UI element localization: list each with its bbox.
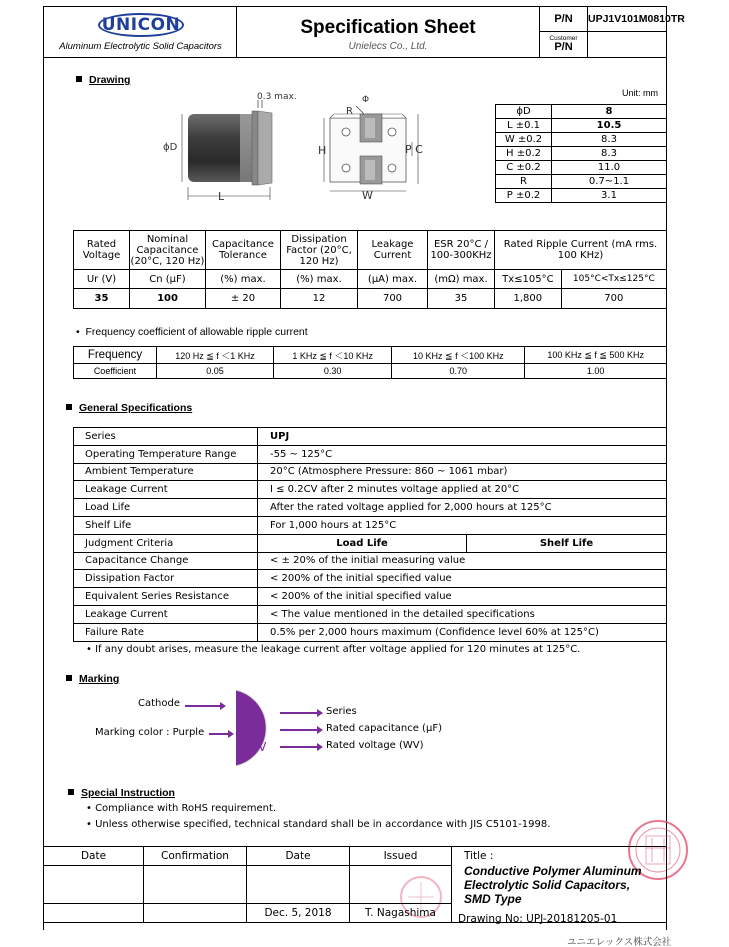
col-date2: Date [247, 847, 350, 866]
hdr-dissipation-factor: Dissipation Factor (20°C, 120 Hz) [281, 231, 358, 270]
marking-voltage: 35V [243, 740, 267, 754]
dim-value: 10.5 [552, 119, 667, 133]
spec-row [74, 588, 667, 606]
unicon-logo: UNICON [98, 13, 184, 37]
jis-note: • Unless otherwise specified, technical standard shall be in accordance with JIS C5101-1998. [86, 819, 551, 830]
frequency-note: • Frequency coefficient of allowable ripple current [76, 326, 308, 338]
capacitance-desc: Rated capacitance (μF) [326, 723, 442, 734]
rating-unit: Ur (V) [74, 270, 130, 289]
marking-capacitance: 100 [243, 723, 266, 737]
dim-phid-label: ϕD [163, 142, 178, 153]
color-arrow [209, 733, 229, 735]
dim-name: L ±0.1 [496, 119, 552, 133]
spec-value: 0.5% per 2,000 hours maximum (Confidence level 60% at 125°C) [258, 623, 667, 641]
rating-unit: Cn (μF) [130, 270, 206, 289]
capacitor-drawing [160, 88, 440, 213]
spec-row [74, 516, 667, 534]
pn-value: UPJ1V101M0810TR [588, 7, 666, 32]
sheet-title: Specification Sheet [300, 17, 476, 38]
spec-value: UPJ [258, 428, 667, 446]
frequency-range: 120 Hz ≦ f ＜1 KHz [157, 347, 274, 364]
rating-unit: 105°C<Tx≤125°C [561, 270, 666, 289]
special-instruction-heading: Special Instruction [68, 787, 175, 799]
frequency-label: Frequency [74, 347, 157, 364]
general-spec-table [73, 427, 667, 642]
confirmation-value-empty [144, 904, 247, 923]
marking-color-label: Marking color : Purple [95, 727, 205, 738]
customer-pn-cell [540, 32, 588, 57]
criteria-load-life: Load Life [258, 534, 467, 552]
dim-value: 8.3 [552, 133, 667, 147]
dim-name: P ±0.2 [496, 189, 552, 203]
spec-label: Leakage Current [74, 481, 258, 499]
dim-l-label: L [218, 190, 225, 203]
spec-row [74, 534, 667, 552]
company-japanese: ユニエレックス株式会社 [567, 937, 672, 947]
terminal [258, 111, 272, 185]
cathode-label: Cathode [138, 698, 180, 709]
spec-value: I ≤ 0.2CV after 2 minutes voltage applied at 20°C [258, 481, 667, 499]
rating-unit: Tx≤105°C [495, 270, 562, 289]
blank-confirmation [144, 866, 247, 904]
series-desc: Series [326, 706, 357, 717]
pn-label: P/N [540, 7, 588, 32]
spec-row [74, 570, 667, 588]
dim-value: 11.0 [552, 161, 667, 175]
issuer-name: T. Nagashima [350, 904, 452, 923]
base-plate [252, 111, 258, 185]
customer-label: Customer [549, 35, 578, 42]
rating-value: 12 [281, 289, 358, 309]
dim-pc-label: P C [405, 143, 423, 156]
col-confirmation: Confirmation [144, 847, 247, 866]
marking-series: PJ [243, 706, 254, 720]
spec-value: For 1,000 hours at 125°C [258, 516, 667, 534]
title-cell [237, 7, 540, 57]
rating-value: ± 20 [206, 289, 281, 309]
spec-row [74, 463, 667, 481]
spec-value: -55 ~ 125°C [258, 445, 667, 463]
header [43, 6, 685, 58]
rating-value: 700 [561, 289, 666, 309]
dim-h-label: H [318, 144, 327, 157]
spec-value: 20°C (Atmosphere Pressure: 860 ~ 1061 mbar) [258, 463, 667, 481]
spec-value: < The value mentioned in the detailed specifications [258, 605, 667, 623]
dim-row [496, 175, 667, 189]
spec-label: Shelf Life [74, 516, 258, 534]
frequency-range: 100 KHz ≦ f ≦ 500 KHz [525, 347, 667, 364]
spec-row [74, 499, 667, 517]
spec-row [74, 481, 667, 499]
dim-row [496, 189, 667, 203]
spec-row [74, 605, 667, 623]
hdr-nominal-capacitance: Nominal Capacitance (20°C, 120 Hz) [130, 231, 206, 270]
rating-value: 700 [358, 289, 428, 309]
rohs-note: • Compliance with RoHS requirement. [86, 803, 277, 814]
ratings-table [73, 230, 667, 309]
spec-value: < 200% of the initial specified value [258, 570, 667, 588]
dim-name: H ±0.2 [496, 147, 552, 161]
dim-w-label: W [362, 189, 373, 202]
coefficient-label: Coefficient [74, 364, 157, 379]
spec-label: Operating Temperature Range [74, 445, 258, 463]
spec-label: Failure Rate [74, 623, 258, 641]
rating-unit: (μA) max. [358, 270, 428, 289]
spec-row [74, 552, 667, 570]
dim-phi-label: Φ [362, 95, 370, 105]
leakage-note: • If any doubt arises, measure the leakage current after voltage applied for 120 minutes at 125°C. [86, 644, 581, 655]
marking-text [243, 705, 266, 756]
dim-value: 0.7~1.1 [552, 175, 667, 189]
spec-value: < 200% of the initial specified value [258, 588, 667, 606]
logo-subtitle: Aluminum Electrolytic Solid Capacitors [59, 41, 222, 52]
title-label: Title : [464, 850, 494, 862]
rating-value: 35 [428, 289, 495, 309]
dim-name: ϕD [496, 105, 552, 119]
date-value-empty [44, 904, 144, 923]
dim-r-label: R [346, 106, 353, 117]
drawing-heading: Drawing [76, 74, 130, 86]
issue-date: Dec. 5, 2018 [247, 904, 350, 923]
hdr-rated-voltage: Rated Voltage [74, 231, 130, 270]
frequency-table [73, 346, 667, 379]
dim-row [496, 105, 667, 119]
unit-label: Unit: mm [622, 88, 658, 98]
dim-name: C ±0.2 [496, 161, 552, 175]
blank-date [44, 866, 144, 904]
spec-label: Equivalent Series Resistance [74, 588, 258, 606]
spec-label: Leakage Current [74, 605, 258, 623]
title-line-1: Conductive Polymer Aluminum [464, 864, 642, 878]
voltage-desc: Rated voltage (WV) [326, 740, 424, 751]
coefficient-value: 0.70 [392, 364, 525, 379]
hdr-esr: ESR 20°C / 100-300KHz [428, 231, 495, 270]
spec-label: Series [74, 428, 258, 446]
approval-table [43, 846, 667, 923]
drawing-number: Drawing No: UPJ-20181205-01 [458, 913, 618, 925]
cathode-arrow [185, 705, 221, 707]
frequency-range: 1 KHz ≦ f ＜10 KHz [273, 347, 391, 364]
rating-value: 1,800 [495, 289, 562, 309]
spec-label: Dissipation Factor [74, 570, 258, 588]
dim-name: R [496, 175, 552, 189]
dimension-table [495, 104, 667, 203]
dim-row [496, 119, 667, 133]
hdr-ripple-current: Rated Ripple Current (mA rms. 100 KHz) [495, 231, 667, 270]
voltage-arrow [280, 746, 318, 748]
dim-max-label: 0.3 max. [257, 92, 297, 102]
frequency-range: 10 KHz ≦ f ＜100 KHz [392, 347, 525, 364]
spec-row [74, 445, 667, 463]
hdr-leakage-current: Leakage Current [358, 231, 428, 270]
marking-heading: Marking [66, 673, 119, 685]
spec-label: Ambient Temperature [74, 463, 258, 481]
title-line-3: SMD Type [464, 892, 522, 906]
coefficient-value: 0.30 [273, 364, 391, 379]
rating-unit: (%) max. [206, 270, 281, 289]
spec-value: < ± 20% of the initial measuring value [258, 552, 667, 570]
product-title [464, 864, 666, 906]
title-cell [452, 847, 667, 923]
series-arrow [280, 712, 318, 714]
criteria-shelf-life: Shelf Life [467, 534, 667, 552]
hdr-capacitance-tolerance: Capacitance Tolerance [206, 231, 281, 270]
spec-label: Load Life [74, 499, 258, 517]
spec-label: Judgment Criteria [74, 534, 258, 552]
company-name: Unielecs Co., Ltd. [348, 41, 428, 52]
col-date: Date [44, 847, 144, 866]
dim-value: 3.1 [552, 189, 667, 203]
dim-row [496, 133, 667, 147]
rating-unit: (%) max. [281, 270, 358, 289]
general-spec-heading: General Specifications [66, 402, 192, 414]
coefficient-value: 0.05 [157, 364, 274, 379]
title-line-2: Electrolytic Solid Capacitors, [464, 878, 631, 892]
blank-issued [350, 866, 452, 904]
rating-unit: (mΩ) max. [428, 270, 495, 289]
rating-value: 100 [130, 289, 206, 309]
rating-value: 35 [74, 289, 130, 309]
dim-value: 8 [552, 105, 667, 119]
dim-row [496, 161, 667, 175]
dim-value: 8.3 [552, 147, 667, 161]
capacitance-arrow [280, 729, 318, 731]
dim-row [496, 147, 667, 161]
coefficient-value: 1.00 [525, 364, 667, 379]
spec-label: Capacitance Change [74, 552, 258, 570]
blank-date2 [247, 866, 350, 904]
capacitor-top [240, 114, 252, 182]
customer-pn-value [588, 32, 666, 57]
dim-name: W ±0.2 [496, 133, 552, 147]
customer-pn-label: P/N [554, 41, 573, 53]
spec-row [74, 623, 667, 641]
spec-value: After the rated voltage applied for 2,000 hours at 125°C [258, 499, 667, 517]
spec-row [74, 428, 667, 446]
logo-cell [44, 7, 237, 57]
col-issued: Issued [350, 847, 452, 866]
